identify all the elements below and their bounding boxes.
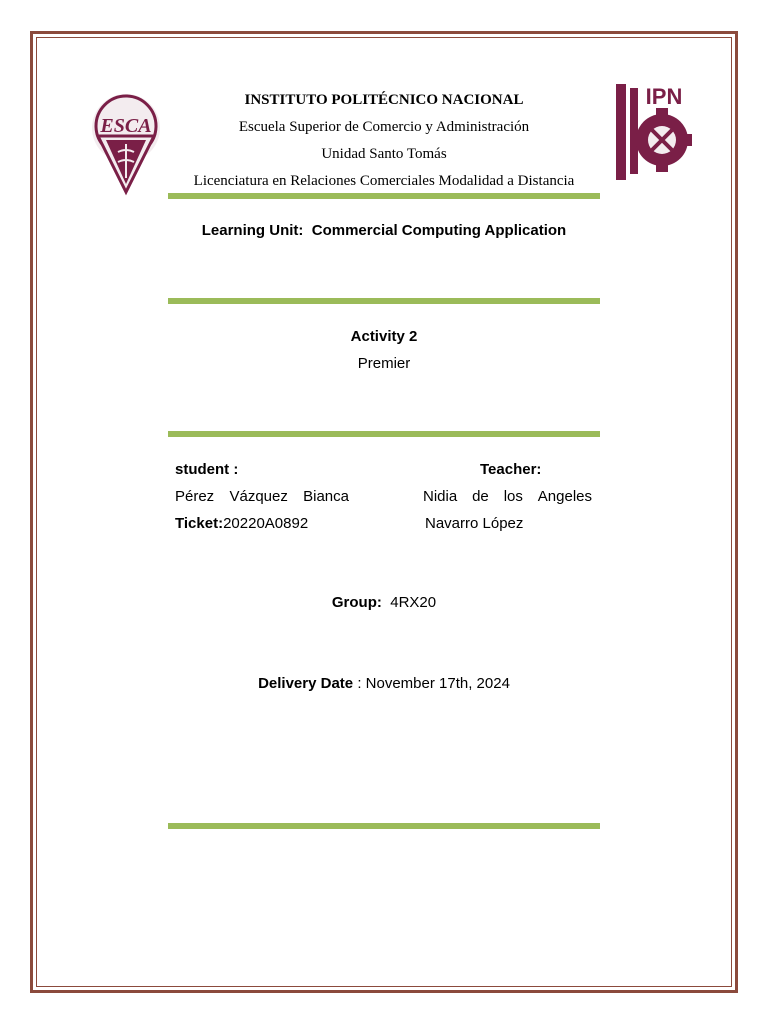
student-name xyxy=(175,488,349,505)
student-name-word: Vázquez xyxy=(229,488,288,505)
ticket-value: 20220A0892 xyxy=(223,515,309,532)
delivery-date-value: : November 17th, 2024 xyxy=(357,675,510,692)
ipn-logo xyxy=(610,78,692,186)
ipn-logo-text: IPN xyxy=(645,84,683,109)
student-name-word: Pérez xyxy=(175,488,215,505)
learning-unit-value: Commercial Computing Application xyxy=(311,222,567,239)
unit-name: Unidad Santo Tomás xyxy=(321,146,447,162)
activity-subtitle: Premier xyxy=(357,355,411,372)
student-label: student : xyxy=(175,461,239,478)
teacher-name-line2: Navarro López xyxy=(425,515,524,532)
student-ticket xyxy=(175,515,308,532)
school-name: Escuela Superior de Comercio y Administración xyxy=(238,119,530,135)
divider-rule-4 xyxy=(168,823,600,829)
group-label: Group: xyxy=(331,594,382,611)
group-line xyxy=(168,594,600,611)
program-name: Licenciatura en Relaciones Comerciales Modalidad a Distancia xyxy=(193,173,575,189)
student-name-word: Bianca xyxy=(303,488,349,505)
teacher-name-word: los xyxy=(503,488,523,505)
esca-logo xyxy=(90,92,162,196)
divider-rule-2 xyxy=(168,298,600,304)
activity-title: Activity 2 xyxy=(350,328,418,345)
delivery-date-line xyxy=(168,675,600,692)
teacher-name-line1 xyxy=(423,488,592,505)
teacher-name-word: de xyxy=(472,488,489,505)
teacher-name-word: Nidia xyxy=(423,488,458,505)
divider-rule-1 xyxy=(168,193,600,199)
group-value: 4RX20 xyxy=(390,594,437,611)
learning-unit-label: Learning Unit: xyxy=(201,222,304,239)
institution-name: INSTITUTO POLITÉCNICO NACIONAL xyxy=(244,92,524,108)
ticket-label: Ticket: xyxy=(175,515,224,532)
teacher-label: Teacher: xyxy=(480,461,542,478)
delivery-date-label: Delivery Date xyxy=(258,675,354,692)
divider-rule-3 xyxy=(168,431,600,437)
esca-logo-text: ESCA xyxy=(100,115,152,137)
learning-unit xyxy=(168,222,600,239)
teacher-name-word: Angeles xyxy=(537,488,592,505)
